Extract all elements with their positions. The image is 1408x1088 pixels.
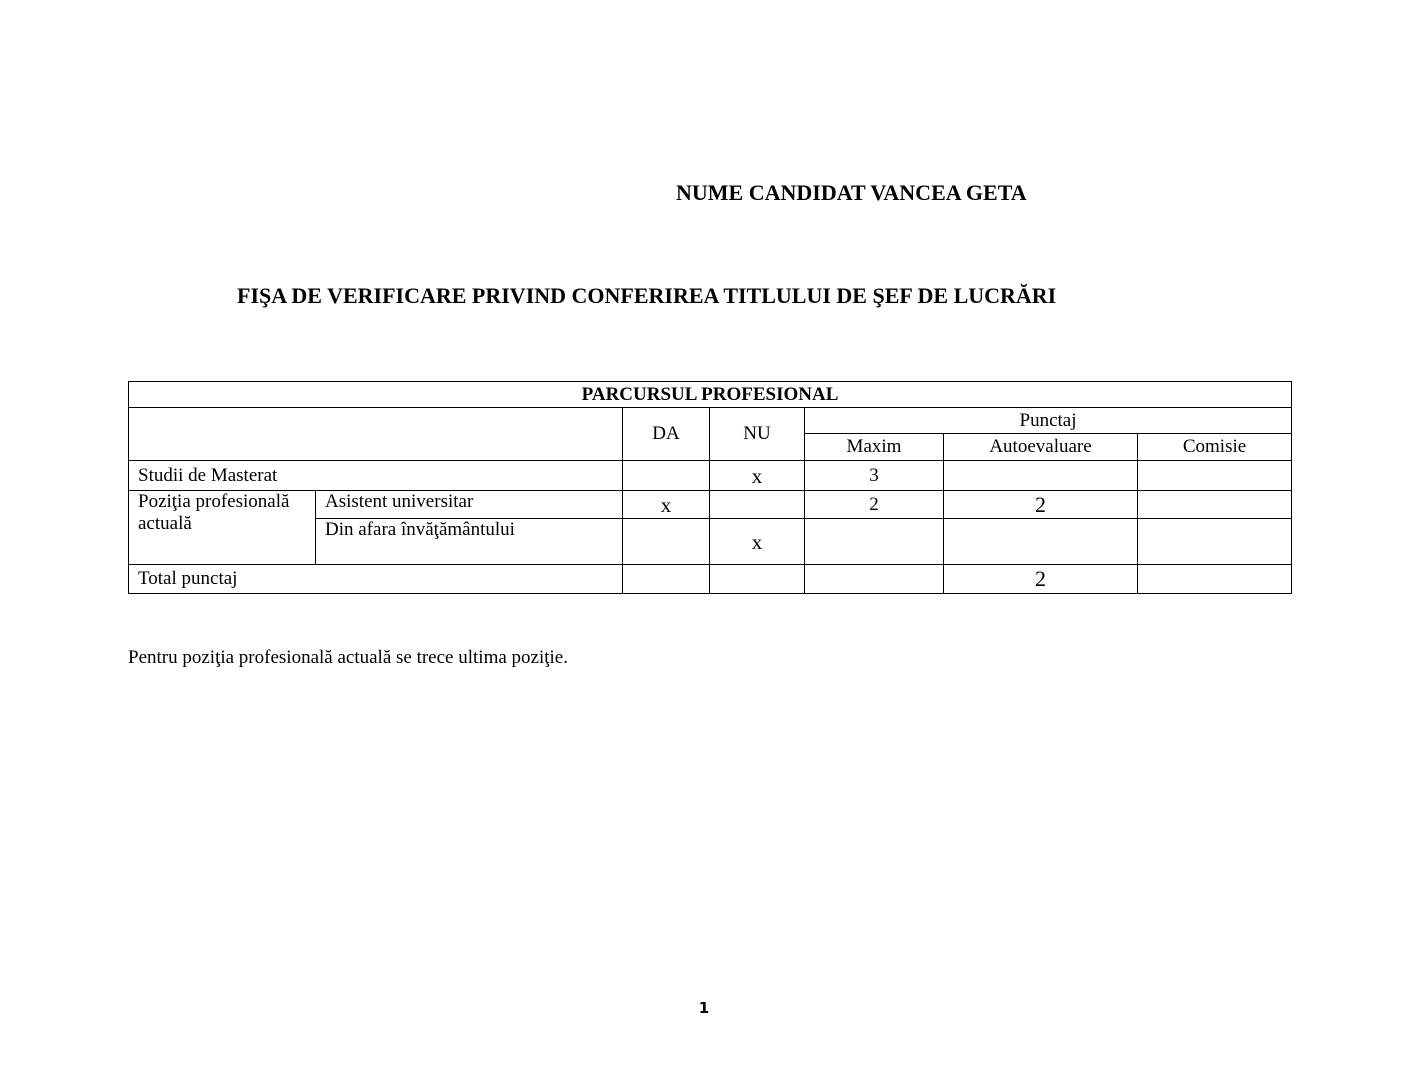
document-title: FIŞA DE VERIFICARE PRIVIND CONFERIREA TITLULUI DE ŞEF DE LUCRĂRI	[237, 283, 1057, 308]
din-afara-comisie	[1138, 519, 1292, 565]
master-nu: x	[710, 461, 805, 491]
asistent-da: x	[623, 491, 710, 519]
master-autoevaluare	[944, 461, 1138, 491]
row-label-pozitia: Poziţia profesională actuală	[129, 491, 316, 565]
din-afara-autoevaluare	[944, 519, 1138, 565]
total-comisie	[1138, 565, 1292, 594]
asistent-maxim: 2	[805, 491, 944, 519]
din-afara-nu: x	[710, 519, 805, 565]
header-autoevaluare: Autoevaluare	[944, 434, 1138, 461]
asistent-nu	[710, 491, 805, 519]
total-nu	[710, 565, 805, 594]
candidate-name: NUME CANDIDAT VANCEA GETA	[676, 180, 1027, 205]
header-blank-cell	[129, 408, 623, 461]
asistent-autoevaluare: 2	[944, 491, 1138, 519]
header-maxim: Maxim	[805, 434, 944, 461]
din-afara-da	[623, 519, 710, 565]
total-autoevaluare: 2	[944, 565, 1138, 594]
header-da: DA	[623, 408, 710, 461]
row-label-asistent: Asistent universitar	[316, 491, 623, 519]
row-label-master: Studii de Masterat	[129, 461, 623, 491]
total-da	[623, 565, 710, 594]
evaluation-table	[128, 381, 1292, 594]
header-punctaj: Punctaj	[805, 408, 1292, 434]
master-comisie	[1138, 461, 1292, 491]
asistent-comisie	[1138, 491, 1292, 519]
master-da	[623, 461, 710, 491]
table-row	[129, 565, 1292, 594]
total-maxim	[805, 565, 944, 594]
row-label-din-afara: Din afara învăţământului	[316, 519, 623, 565]
table-row	[129, 461, 1292, 491]
header-comisie: Comisie	[1138, 434, 1292, 461]
footnote: Pentru poziţia profesională actuală se trece ultima poziţie.	[128, 647, 568, 668]
din-afara-maxim	[805, 519, 944, 565]
table-row	[129, 491, 1292, 519]
header-nu: NU	[710, 408, 805, 461]
page-number: 1	[698, 999, 710, 1017]
row-label-total: Total punctaj	[129, 565, 623, 594]
master-maxim: 3	[805, 461, 944, 491]
section-title: PARCURSUL PROFESIONAL	[129, 382, 1292, 408]
